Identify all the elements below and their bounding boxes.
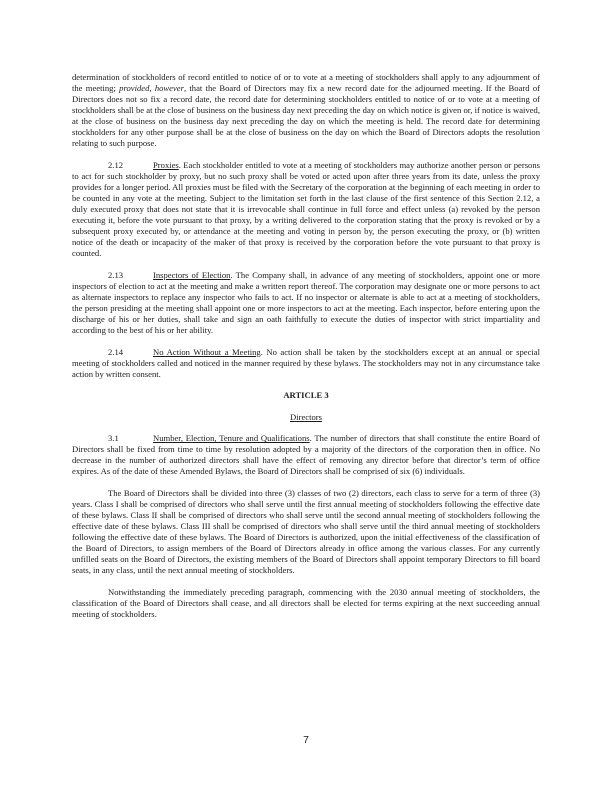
section-heading: Inspectors of Election	[153, 269, 231, 280]
section-text: . The number of directors that shall constitute the entire Board of Directors shall be fixed from time to time by resolution adopted by a majority of the directors of the corporation then in office. No decrease in the number of authorized directors shall have the effect of removing any director before that director’s term of office expires. As of the date of these Amended Bylaws, the Board of Directors shall be comprised of six (6) individuals.	[72, 433, 541, 477]
section-text: . Each stockholder entitled to vote at a meeting of stockholders may authorize another person or persons to act for such stockholder by proxy, but no such proxy shall be voted or acted upon after three years from its date, unless the proxy provides for a longer period. All proxies must be filed with the Secretary of the corporation at the beginning of each meeting in order to be counted in any vote at the meeting. Subject to the limitation set forth in the last clause of the first sentence of this Section 2.12, a duly executed proxy that does not state that it is irrevocable shall continue in full force and effect unless (a) revoked by the person executing it, before the vote pursuant to that proxy, by a writing delivered to the corporation stating that the proxy is revoked or by a subsequent proxy executed by, or attendance at the meeting and voting in person by, the person executing the proxy, or (b) written notice of the death or incapacity of the maker of that proxy is received by the corporation before the vote pursuant to that proxy is counted.	[72, 159, 540, 259]
document-page	[72, 72, 540, 630]
section-number: 2.13	[108, 269, 124, 280]
page-number: 7	[303, 734, 309, 746]
section-heading: No Action Without a Meeting	[153, 346, 261, 357]
section-number: 2.14	[108, 346, 124, 357]
section-number: 3.1	[108, 433, 119, 444]
section-3-1	[72, 433, 540, 477]
section-text: . The Company shall, in advance of any meeting of stockholders, appoint one or more inspectors of election to act at the meeting and make a written report thereof. The corporation may designate one or more persons to act as alternate inspectors to replace any inspector who fails to act. If no inspector or alternate is able to act at a meeting of stockholders, the person presiding at the meeting shall appoint one or more inspectors to act at the meeting. Each inspector, before entering upon the discharge of his or her duties, shall take and sign an oath faithfully to execute the duties of inspector with strict impartiality and according to the best of his or her ability.	[72, 269, 540, 335]
classes-paragraph: The Board of Directors shall be divided into three (3) classes of two (2) directors, each class to serve for a term of three (3) years. Class I shall be comprised of directors who shall serve until the first annual meeting of stockholders following the effective date of these bylaws. Class II shall be comprised of directors who shall serve until the second annual meeting of stockholders following the effective date of these bylaws. Class III shall be comprised of directors who shall serve until the third annual meeting of stockholders following the effective date of these bylaws. The Board of Directors is authorized, upon the initial effectiveness of the classification of the Board of Directors, to assign members of the Board of Directors already in office among the various classes. For any currently unfilled seats on the Board of Directors, the existing members of the Board of Directors shall appoint temporary Directors to fill board seats, in any class, until the next annual meeting of stockholders.	[72, 487, 540, 576]
article-title: ARTICLE 3	[283, 390, 329, 401]
section-text: . No action shall be taken by the stockholders except at an annual or special meeting of stockholders called and noticed in the manner required by these bylaws. The stockholders may not in any circumstance take action by written consent.	[72, 346, 540, 379]
proviso-text: provided, however	[119, 83, 184, 94]
paragraph-text: determination of stockholders of record entitled to notice of or to vote at a meeting of stockholders shall apply to any adjournment of the meeting;	[72, 72, 540, 94]
section-number: 2.12	[108, 159, 124, 170]
section-2-12	[72, 160, 540, 259]
section-2-13	[72, 270, 540, 336]
section-2-14	[72, 347, 540, 380]
paragraph-text: , that the Board of Directors may fix a new record date for the adjourned meeting. If the Board of Directors does not so fix a record date, the record date for determining stockholders entitled to notice of or to vote at a meeting of stockholders shall be at the close of business on the business day next preceding the day on which notice is given or, if notice is waived, at the close of business on the business day next preceding the day on which the meeting is held. The record date for determining stockholders for any other purpose shall be at the close of business on the day on which the Board of Directors adopts the resolution relating to such purpose.	[72, 83, 540, 149]
section-heading: Proxies	[153, 159, 179, 170]
article-subtitle: Directors	[290, 411, 322, 422]
notwithstanding-paragraph: Notwithstanding the immediately preceding paragraph, commencing with the 2030 annual meeting of stockholders, the classification of the Board of Directors shall cease, and all directors shall be elected for terms expiring at the next succeeding annual meeting of stockholders.	[72, 586, 540, 619]
record-date-paragraph	[72, 72, 540, 149]
section-heading: Number, Election, Tenure and Qualifications	[153, 433, 310, 444]
